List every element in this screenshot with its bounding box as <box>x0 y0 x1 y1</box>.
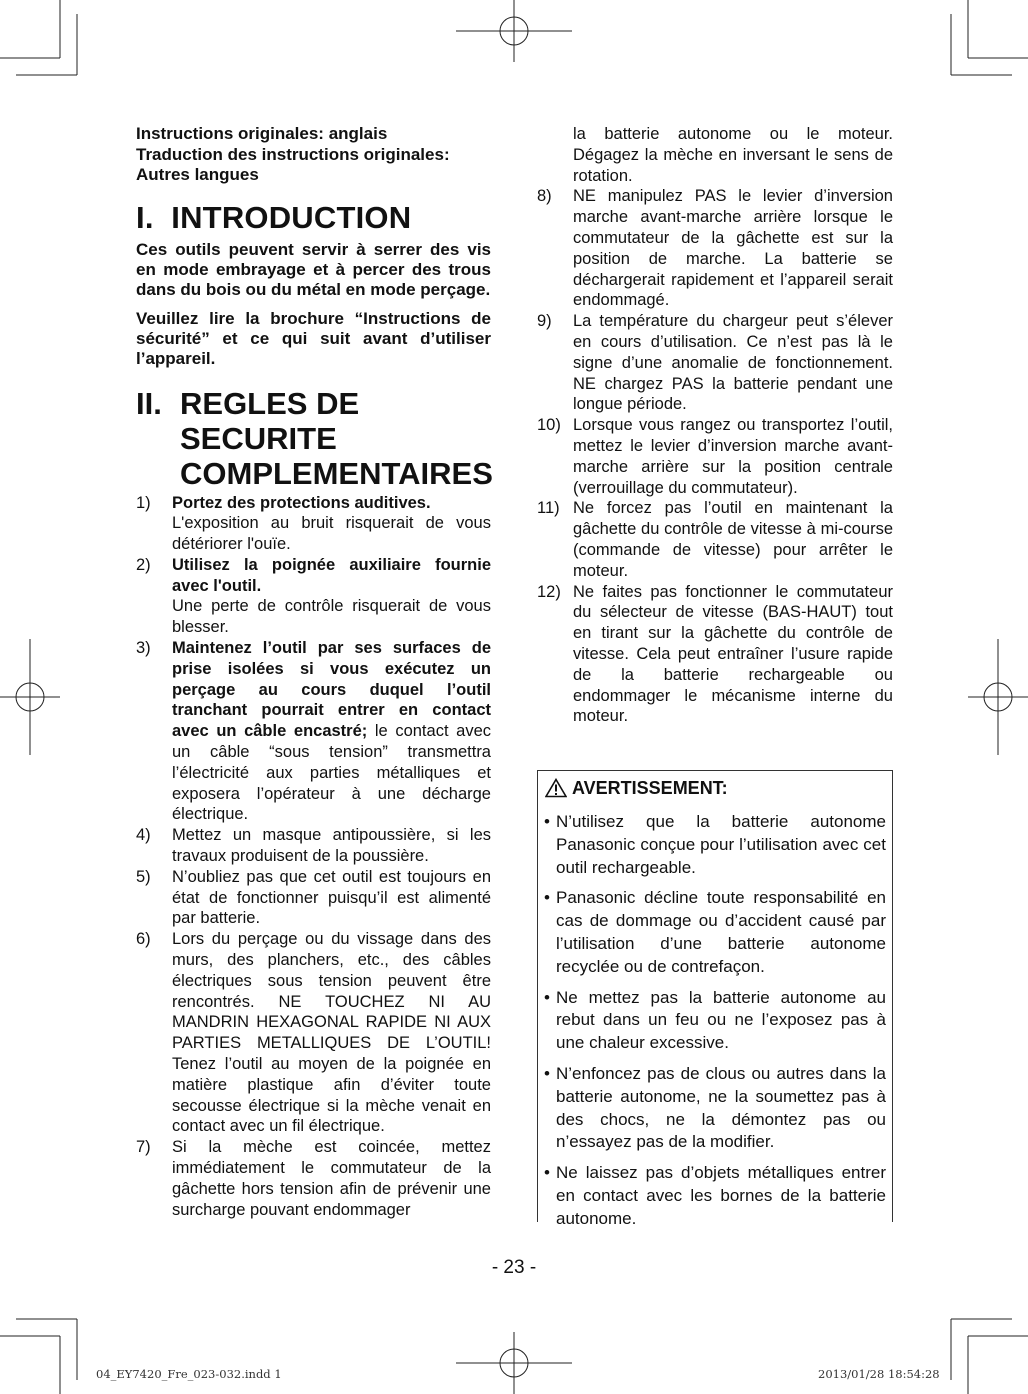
warning-box <box>537 770 893 1228</box>
rule-item <box>136 867 491 929</box>
warning-title: AVERTISSEMENT: <box>572 778 728 798</box>
rule-item <box>136 493 491 555</box>
rule-text: Si la mèche est coincée, mettez immédiatement le commutateur de la gâchette hors tension afin de prévenir une surcharge pouvant endommager <box>172 1138 491 1219</box>
footer-filename: 04_EY7420_Fre_023-032.indd 1 <box>96 1367 282 1381</box>
rule-text: le contact avec un câble “sous tension” transmettra l’électricité aux parties métalliques et exposera l’opérateur à une décharge électrique. <box>172 722 491 824</box>
rule-item <box>136 638 491 825</box>
right-column <box>537 124 893 727</box>
rule-number: 6) <box>136 930 151 949</box>
rule-number: 3) <box>136 639 151 658</box>
rule-item-continued <box>537 124 893 186</box>
warning-item-text: Panasonic décline toute responsabilité en cas de dommage ou d’accident causé par l’utilisation d’une batterie autonome recyclée ou de contrefaçon. <box>556 888 886 976</box>
warning-item-text: N’enfoncez pas de clous ou autres dans la batterie autonome, ne la soumettez pas à des chocs, ne la démontez pas ou n’essayez pas de la modifier. <box>556 1063 886 1152</box>
rule-text: Une perte de contrôle risquerait de vous blesser. <box>172 597 491 637</box>
section-1-heading <box>136 200 491 236</box>
rule-number: 4) <box>136 826 151 845</box>
rule-item <box>537 311 893 415</box>
rule-number: 12) <box>537 582 561 601</box>
warning-heading <box>538 771 892 799</box>
rule-number: 5) <box>136 867 151 886</box>
warning-item: • Ne laissez pas d’objets métalliques entrer en contact avec les bornes de la batterie autonome. <box>544 1162 886 1230</box>
warning-item: • N’enfoncez pas de clous ou autres dans la batterie autonome, ne la soumettez pas à des chocs, ne la démontez pas ou n’essayez pas de la modifier. <box>544 1063 886 1154</box>
warning-item: • Ne mettez pas la batterie autonome au rebut dans un feu ou ne l’exposez pas à une chaleur excessive. <box>544 987 886 1055</box>
warning-item-text: Ne mettez pas la batterie autonome au rebut dans un feu ou ne l’exposez pas à une chaleur excessive. <box>556 987 886 1053</box>
rule-number: 1) <box>136 493 151 512</box>
rule-text: N’oubliez pas que cet outil est toujours en état de fonctionner puisqu’il est alimenté par batterie. <box>172 867 491 928</box>
intro-paragraph: Ces outils peuvent servir à serrer des vis en mode embrayage et à percer des trous dans du bois ou du métal en mode perçage. <box>136 239 491 299</box>
rule-bold: Maintenez l’outil par ses surfaces de prise isolées si vous exécutez un perçage au cours duquel l’outil tranchant pourrait entrer en contact avec un câble encastré; <box>172 639 491 741</box>
footer-timestamp: 2013/01/28 18:54:28 <box>818 1367 940 1381</box>
section-2-title-line: COMPLEMENTAIRES <box>180 455 493 491</box>
section-1-number: I. <box>136 199 154 235</box>
section-1-title: INTRODUCTION <box>171 199 412 235</box>
rule-text: Lors du perçage ou du vissage dans des murs, des planchers, etc., des câbles électriques sous tension peuvent être rencontrés. NE TOUCHEZ NI AU MANDRIN HEXAGONAL RAPIDE NI AUX PARTIES METALLIQUES DE L’OUTIL! Tenez l’outil au moyen de la poignée en matière plastique afin d’éviter toute secousse électrique si la mèche venait en contact avec un fil électrique. <box>172 930 491 1136</box>
rule-number: 10) <box>537 416 561 435</box>
rule-text: La température du chargeur peut s’élever en cours d’utilisation. Ce n’est pas là le signe d’une anomalie de fonctionnement. NE chargez PAS la batterie pendant une longue période. <box>573 312 893 414</box>
rule-item <box>136 1137 491 1220</box>
rule-item <box>136 929 491 1137</box>
rule-item <box>537 498 893 581</box>
rule-item <box>136 825 491 867</box>
warning-item-text: N’utilisez que la batterie autonome Panasonic conçue pour l’utilisation avec cet outil rechargeable. <box>556 812 886 877</box>
rule-item <box>537 582 893 728</box>
header-line: Instructions originales: anglais <box>136 124 388 143</box>
rule-text: NE manipulez PAS le levier d’inversion marche avant-marche arrière lorsque le commutateur de la gâchette est sur la position de marche. La batterie se déchargerait rapidement et l’appareil serait endommagé. <box>573 187 893 310</box>
original-instructions-note <box>136 124 491 186</box>
rule-text: L'exposition au bruit risquerait de vous détériorer l'ouïe. <box>172 514 491 554</box>
rule-item <box>537 186 893 311</box>
rule-text: la batterie autonome ou le moteur. Dégagez la mèche en inversant le sens de rotation. <box>573 125 893 185</box>
rule-text: Ne forcez pas l’outil en maintenant la gâchette du contrôle de vitesse à mi-course (commande de vitesse) pour arrêter le moteur. <box>573 499 893 580</box>
section-2-title-line: REGLES DE <box>180 385 360 421</box>
warning-item-text: Ne laissez pas d’objets métalliques entrer en contact avec les bornes de la batterie autonome. <box>556 1163 886 1228</box>
rule-bold: Utilisez la poignée auxiliaire fournie avec l'outil. <box>172 555 491 595</box>
intro-paragraph-safety: Veuillez lire la brochure “Instructions de sécurité” et ce qui suit avant d’utiliser l’appareil. <box>136 308 491 368</box>
rule-text: Lorsque vous rangez ou transportez l’outil, mettez le levier d’inversion marche avant-marche arrière sur la position centrale (verrouillage du commutateur). <box>573 416 893 497</box>
section-2-title-line: SECURITE <box>180 420 337 456</box>
header-line: Traduction des instructions originales: <box>136 144 450 164</box>
rule-text: Mettez un masque antipoussière, si les travaux produisent de la poussière. <box>172 826 491 866</box>
warning-item: • Panasonic décline toute responsabilité en cas de dommage ou d’accident causé par l’utilisation d’une batterie autonome recyclée ou de contrefaçon. <box>544 887 886 978</box>
header-line: Autres langues <box>136 165 259 184</box>
left-column <box>136 124 491 1220</box>
section-2-number: II. <box>136 385 162 421</box>
rule-text: Ne faites pas fonctionner le commutateur du sélecteur de vitesse (BAS-HAUT) tout en tirant sur la gâchette du contrôle de vitesse. Cela peut entraîner l’usure rapide de la batterie rechargeable ou endommager le mécanisme interne du moteur. <box>573 582 893 726</box>
rule-number: 8) <box>537 187 552 206</box>
rule-number <box>537 124 573 186</box>
warning-item: • N’utilisez que la batterie autonome Panasonic conçue pour l’utilisation avec cet outil rechargeable. <box>544 811 886 879</box>
section-2-heading <box>136 386 491 491</box>
rule-bold: Portez des protections auditives. <box>172 493 431 512</box>
rule-number: 2) <box>136 555 151 574</box>
rule-number: 11) <box>537 499 560 518</box>
rule-number: 7) <box>136 1138 151 1157</box>
rule-item <box>537 415 893 498</box>
rule-number: 9) <box>537 312 552 331</box>
warning-triangle-icon <box>545 778 567 798</box>
page-number: - 23 - <box>491 1257 537 1278</box>
rule-item <box>136 555 491 638</box>
